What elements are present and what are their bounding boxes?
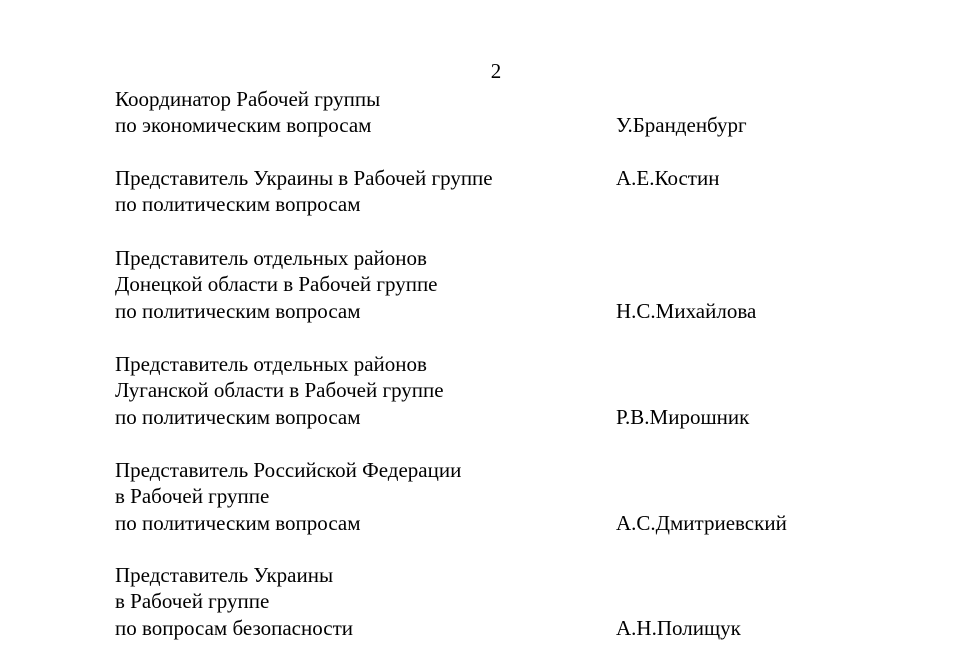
position-line bbox=[115, 165, 875, 191]
position-text: Представитель Украины в Рабочей группе bbox=[115, 166, 493, 190]
position-line bbox=[115, 483, 875, 509]
signatory-name: А.Е.Костин bbox=[616, 166, 720, 190]
position-line bbox=[115, 588, 875, 614]
position-line bbox=[115, 245, 875, 271]
position-text: Представитель Украины bbox=[115, 563, 334, 587]
position-line bbox=[115, 404, 875, 430]
position-text: Донецкой области в Рабочей группе bbox=[115, 272, 438, 297]
position-line bbox=[115, 351, 875, 377]
position-line bbox=[115, 271, 875, 297]
signatory-name: А.Н.Полищук bbox=[616, 615, 741, 640]
signatory-entry bbox=[115, 457, 875, 536]
signatory-entry bbox=[115, 86, 875, 139]
signatory-entry bbox=[115, 351, 875, 430]
position-text: по политическим вопросам bbox=[115, 298, 361, 323]
position-text: в Рабочей группе bbox=[115, 589, 270, 614]
signatory-entry bbox=[115, 165, 875, 218]
position-line bbox=[115, 377, 875, 403]
signatory-name: У.Бранденбург bbox=[616, 113, 747, 138]
position-text: в Рабочей группе bbox=[115, 484, 270, 509]
position-line bbox=[115, 457, 875, 483]
position-text: по политическим вопросам bbox=[115, 510, 361, 535]
signatory-entry bbox=[115, 562, 875, 641]
signatory-name: Р.В.Мирошник bbox=[616, 404, 750, 429]
position-text: по вопросам безопасности bbox=[115, 615, 353, 640]
position-text: по политическим вопросам bbox=[115, 404, 361, 429]
position-text: по политическим вопросам bbox=[115, 192, 361, 217]
position-text: Представитель Российской Федерации bbox=[115, 458, 462, 482]
position-line bbox=[115, 510, 875, 536]
position-line bbox=[115, 562, 875, 588]
position-text: по экономическим вопросам bbox=[115, 113, 372, 138]
page-number: 2 bbox=[490, 59, 502, 83]
position-text: Луганской области в Рабочей группе bbox=[115, 378, 444, 403]
position-line bbox=[115, 191, 875, 217]
position-line bbox=[115, 298, 875, 324]
position-line bbox=[115, 86, 875, 112]
position-text: Представитель отдельных районов bbox=[115, 352, 427, 376]
position-line bbox=[115, 615, 875, 641]
position-text: Представитель отдельных районов bbox=[115, 246, 427, 270]
position-text: Координатор Рабочей группы bbox=[115, 87, 381, 111]
signatory-entry bbox=[115, 245, 875, 324]
position-line bbox=[115, 112, 875, 138]
signatory-name: А.С.Дмитриевский bbox=[616, 510, 787, 535]
signatory-name: Н.С.Михайлова bbox=[616, 298, 757, 323]
